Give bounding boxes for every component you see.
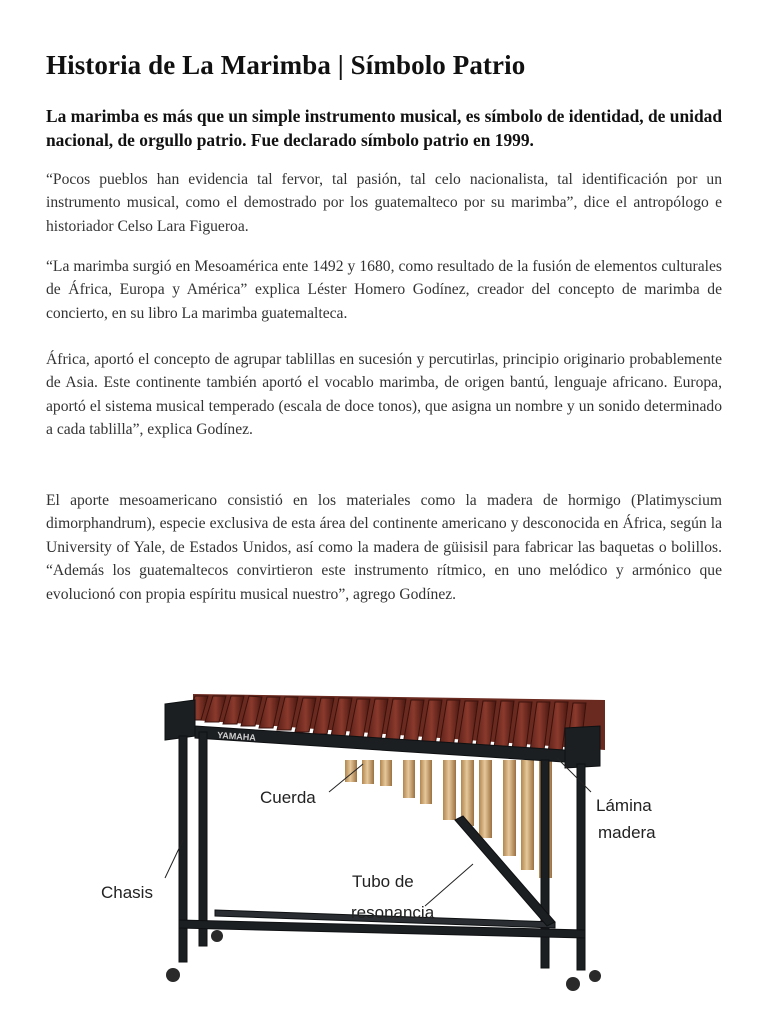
paragraph-1: “Pocos pueblos han evidencia tal fervor, tal pasión, tal celo nacionalista, tal identificación por un instrumento musical, como el demostrado por los guatemalteco por su marimba”, dice el antropólogo e historiador Celso Lara Figueroa. bbox=[46, 171, 722, 235]
label-cuerda: Cuerda bbox=[260, 788, 316, 807]
label-tubo-2: resonancia bbox=[351, 903, 435, 922]
label-tubo-1: Tubo de bbox=[352, 872, 414, 891]
paragraph-4: El aporte mesoamericano consistió en los materiales como la madera de hormigo (Platimyscium dimorphandrum), especie exclusiva de esta área del continente americano y desconocida en África, según la University of Yale, de Estados Unidos, así como la madera de güisisil para fabricar las baquetas o bolillos. “Además los guatemaltecos convirtieron este instrumento rítmico, en uno melódico y armónico que evolucionó con propia espíritu musical nuestro”, agrego Godínez. bbox=[46, 492, 722, 603]
marimba-illustration bbox=[95, 680, 695, 1000]
paragraph-3: África, aportó el concepto de agrupar tablillas en sucesión y percutirlas, principio originario probablemente de Asia. Este continente también aportó el vocablo marimba, de origen bantú, lenguaje africano. Europa, aportó el sistema musical temperado (escala de doce tonos), que asigna un nombre y un sonido determinado a cada tablilla”, explica Godínez. bbox=[46, 351, 722, 439]
page-title: Historia de La Marimba | Símbolo Patrio bbox=[46, 50, 526, 80]
label-chasis: Chasis bbox=[101, 883, 153, 902]
label-lamina-1: Lámina bbox=[596, 796, 652, 815]
marimba-figure bbox=[95, 680, 695, 1000]
paragraph-2: “La marimba surgió en Mesoamérica ente 1492 y 1680, como resultado de la fusión de elementos culturales de África, Europa y América” explica Léster Homero Godínez, creador del concepto de marimba de concierto, en su libro La marimba guatemalteca. bbox=[46, 258, 722, 322]
wheels bbox=[166, 930, 601, 991]
lead-paragraph: La marimba es más que un simple instrumento musical, es símbolo de identidad, de unidad nacional, de orgullo patrio. Fue declarado símbolo patrio en 1999. bbox=[46, 106, 722, 150]
resonator-tubes bbox=[345, 760, 552, 878]
brand-label: YAMAHA bbox=[216, 730, 257, 743]
label-lamina-2: madera bbox=[598, 823, 656, 842]
